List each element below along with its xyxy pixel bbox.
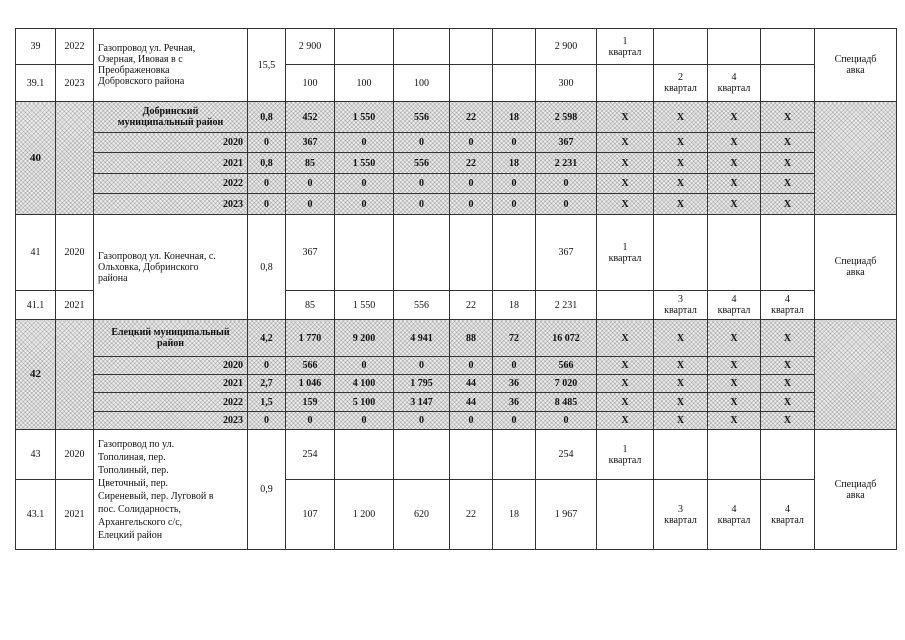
cost-4: 22 bbox=[450, 480, 493, 550]
x-mark: X bbox=[761, 153, 815, 174]
quarter-2 bbox=[654, 29, 708, 65]
x-mark: X bbox=[761, 412, 815, 430]
cost-total: 2 598 bbox=[536, 102, 597, 133]
object-name-line: района bbox=[98, 272, 128, 284]
district-title bbox=[94, 102, 248, 133]
data-table bbox=[15, 28, 897, 550]
cost-3: 556 bbox=[394, 153, 450, 174]
quarter-2 bbox=[654, 215, 708, 291]
contractor-line: авка bbox=[846, 267, 865, 278]
x-mark: X bbox=[708, 174, 761, 194]
cost-total: 0 bbox=[536, 194, 597, 215]
x-mark: X bbox=[761, 375, 815, 393]
x-mark: X bbox=[654, 153, 708, 174]
object-name-line: Ольховка, Добринского bbox=[98, 261, 199, 273]
x-mark: X bbox=[597, 393, 654, 412]
quarter-word: квартал bbox=[717, 83, 751, 94]
cost-1: 566 bbox=[286, 357, 335, 375]
cost-1: 367 bbox=[286, 215, 335, 291]
cost-4: 22 bbox=[450, 291, 493, 320]
cost-2: 0 bbox=[335, 174, 394, 194]
quarter-4 bbox=[761, 291, 815, 320]
object-name-line: Добровского района bbox=[98, 76, 185, 87]
quarter-number: 1 bbox=[622, 241, 628, 253]
cost-1: 254 bbox=[286, 430, 335, 480]
quarter-3 bbox=[708, 480, 761, 550]
cost-1: 100 bbox=[286, 65, 335, 102]
x-mark: X bbox=[597, 133, 654, 153]
quarter-3 bbox=[708, 65, 761, 102]
table-row bbox=[16, 215, 897, 291]
x-mark: X bbox=[654, 320, 708, 357]
cost-5 bbox=[493, 430, 536, 480]
quarter-word: квартал bbox=[771, 514, 804, 526]
cost-2: 1 550 bbox=[335, 291, 394, 320]
quarter-3 bbox=[708, 29, 761, 65]
object-name-line: Сиреневый, пер. Луговой в bbox=[98, 490, 214, 502]
quarter-word: квартал bbox=[771, 305, 804, 316]
object-name-line: Цветочный, пер. bbox=[98, 477, 169, 489]
length-km: 0 bbox=[248, 412, 286, 430]
object-name-line: Архангельского с/с, bbox=[98, 516, 183, 528]
district-year: 2020 bbox=[94, 357, 248, 375]
table-row bbox=[16, 430, 897, 480]
quarter-number: 4 bbox=[785, 294, 790, 305]
row-number: 43.1 bbox=[16, 480, 56, 550]
cost-4: 0 bbox=[450, 412, 493, 430]
table-row bbox=[16, 29, 897, 65]
row-year: 2023 bbox=[56, 65, 94, 102]
x-mark: X bbox=[654, 174, 708, 194]
contractor-line: Специадб bbox=[834, 478, 877, 490]
district-title-line: Елецкий муниципальный bbox=[111, 327, 230, 338]
object-name bbox=[94, 29, 248, 102]
object-name-line: Газопровод ул. Конечная, с. bbox=[98, 250, 216, 262]
district-year-row bbox=[16, 153, 897, 174]
x-mark: X bbox=[654, 194, 708, 215]
x-mark: X bbox=[654, 375, 708, 393]
row-number: 41 bbox=[16, 215, 56, 291]
quarter-4 bbox=[761, 29, 815, 65]
cost-total: 566 bbox=[536, 357, 597, 375]
quarter-4 bbox=[761, 480, 815, 550]
quarter-1 bbox=[597, 430, 654, 480]
district-year-row bbox=[16, 194, 897, 215]
cost-total: 367 bbox=[536, 133, 597, 153]
quarter-word: квартал bbox=[664, 83, 697, 94]
district-year: 2023 bbox=[94, 194, 248, 215]
object-name-line: Преображеновка bbox=[98, 65, 170, 76]
quarter-2 bbox=[654, 65, 708, 102]
quarter-4 bbox=[761, 430, 815, 480]
x-mark: X bbox=[597, 412, 654, 430]
length-km: 2,7 bbox=[248, 375, 286, 393]
cost-1: 1 770 bbox=[286, 320, 335, 357]
cost-4: 88 bbox=[450, 320, 493, 357]
object-name-line: Елецкий район bbox=[98, 529, 163, 541]
cost-2 bbox=[335, 430, 394, 480]
cost-total: 367 bbox=[536, 215, 597, 291]
x-mark: X bbox=[761, 393, 815, 412]
quarter-number: 3 bbox=[678, 294, 683, 305]
cost-1: 159 bbox=[286, 393, 335, 412]
length-km: 15,5 bbox=[248, 29, 286, 102]
cost-total: 2 900 bbox=[536, 29, 597, 65]
district-number: 42 bbox=[16, 320, 56, 430]
length-km: 1,5 bbox=[248, 393, 286, 412]
quarter-word: квартал bbox=[664, 305, 697, 316]
cost-5: 18 bbox=[493, 480, 536, 550]
district-year: 2021 bbox=[94, 375, 248, 393]
cost-2: 0 bbox=[335, 412, 394, 430]
district-number: 40 bbox=[16, 102, 56, 215]
contractor-line: Специадб bbox=[834, 54, 877, 65]
quarter-word: квартал bbox=[664, 514, 697, 526]
x-mark: X bbox=[597, 174, 654, 194]
row-year: 2022 bbox=[56, 29, 94, 65]
cost-5: 18 bbox=[493, 153, 536, 174]
cost-4 bbox=[450, 215, 493, 291]
contractor-blank bbox=[815, 102, 897, 215]
cost-3: 0 bbox=[394, 412, 450, 430]
x-mark: X bbox=[654, 393, 708, 412]
cost-4 bbox=[450, 29, 493, 65]
x-mark: X bbox=[708, 194, 761, 215]
cost-4: 0 bbox=[450, 194, 493, 215]
cost-3 bbox=[394, 430, 450, 480]
cost-1: 2 900 bbox=[286, 29, 335, 65]
contractor-line: авка bbox=[846, 65, 865, 76]
x-mark: X bbox=[708, 133, 761, 153]
quarter-3 bbox=[708, 215, 761, 291]
cost-4: 22 bbox=[450, 102, 493, 133]
row-year: 2020 bbox=[56, 430, 94, 480]
contractor-line: Специадб bbox=[834, 256, 877, 267]
contractor-blank bbox=[815, 320, 897, 430]
district-year: 2022 bbox=[94, 393, 248, 412]
cost-5 bbox=[493, 29, 536, 65]
cost-1: 0 bbox=[286, 412, 335, 430]
quarter-1 bbox=[597, 29, 654, 65]
cost-3: 620 bbox=[394, 480, 450, 550]
cost-5: 0 bbox=[493, 412, 536, 430]
cost-total: 2 231 bbox=[536, 153, 597, 174]
cost-2: 1 550 bbox=[335, 102, 394, 133]
object-name bbox=[94, 215, 248, 320]
cost-total: 0 bbox=[536, 174, 597, 194]
cost-1: 452 bbox=[286, 102, 335, 133]
cost-2: 1 550 bbox=[335, 153, 394, 174]
x-mark: X bbox=[708, 320, 761, 357]
cost-2: 5 100 bbox=[335, 393, 394, 412]
cost-total: 254 bbox=[536, 430, 597, 480]
row-year: 2020 bbox=[56, 215, 94, 291]
contractor-line: авка bbox=[846, 489, 865, 501]
district-summary-row bbox=[16, 102, 897, 133]
x-mark: X bbox=[654, 102, 708, 133]
district-summary-row bbox=[16, 320, 897, 357]
length-km: 0,8 bbox=[248, 153, 286, 174]
cost-1: 1 046 bbox=[286, 375, 335, 393]
cost-2 bbox=[335, 29, 394, 65]
quarter-number: 1 bbox=[622, 443, 628, 455]
x-mark: X bbox=[708, 375, 761, 393]
x-mark: X bbox=[761, 174, 815, 194]
contractor bbox=[815, 430, 897, 550]
quarter-4 bbox=[761, 65, 815, 102]
length-km: 0 bbox=[248, 357, 286, 375]
length-km: 0 bbox=[248, 174, 286, 194]
cost-4: 0 bbox=[450, 174, 493, 194]
cost-1: 0 bbox=[286, 194, 335, 215]
length-km: 0 bbox=[248, 133, 286, 153]
quarter-2 bbox=[654, 480, 708, 550]
x-mark: X bbox=[761, 320, 815, 357]
cost-5: 18 bbox=[493, 291, 536, 320]
cost-1: 85 bbox=[286, 291, 335, 320]
quarter-number: 1 bbox=[622, 35, 628, 47]
x-mark: X bbox=[708, 412, 761, 430]
object-name-line: Тополиный, пер. bbox=[98, 464, 169, 476]
district-year: 2020 bbox=[94, 133, 248, 153]
row-number: 39 bbox=[16, 29, 56, 65]
x-mark: X bbox=[708, 102, 761, 133]
length-km: 0,9 bbox=[248, 430, 286, 550]
contractor bbox=[815, 215, 897, 320]
x-mark: X bbox=[761, 133, 815, 153]
length-km: 4,2 bbox=[248, 320, 286, 357]
contractor bbox=[815, 29, 897, 102]
cost-3: 0 bbox=[394, 133, 450, 153]
cost-1: 107 bbox=[286, 480, 335, 550]
district-year-row bbox=[16, 412, 897, 430]
quarter-word: квартал bbox=[608, 252, 642, 264]
quarter-number: 3 bbox=[678, 503, 683, 515]
cost-3: 0 bbox=[394, 357, 450, 375]
cost-3: 4 941 bbox=[394, 320, 450, 357]
cost-4: 0 bbox=[450, 357, 493, 375]
cost-3: 3 147 bbox=[394, 393, 450, 412]
quarter-number: 2 bbox=[678, 72, 683, 83]
cost-1: 0 bbox=[286, 174, 335, 194]
cost-5 bbox=[493, 215, 536, 291]
cost-2: 0 bbox=[335, 357, 394, 375]
district-title-line: муниципальный район bbox=[117, 117, 224, 128]
object-name-line: Газопровод ул. Речная, bbox=[98, 43, 196, 54]
cost-5: 0 bbox=[493, 133, 536, 153]
length-km: 0,8 bbox=[248, 215, 286, 320]
cost-5: 36 bbox=[493, 393, 536, 412]
cost-total: 16 072 bbox=[536, 320, 597, 357]
object-name-line: Газопровод по ул. bbox=[98, 438, 175, 450]
object-name-line: Тополиная, пер. bbox=[98, 451, 166, 463]
quarter-word: квартал bbox=[608, 46, 642, 58]
district-title-line: Добринский bbox=[142, 106, 199, 117]
cost-2: 4 100 bbox=[335, 375, 394, 393]
cost-3 bbox=[394, 215, 450, 291]
x-mark: X bbox=[654, 357, 708, 375]
x-mark: X bbox=[708, 357, 761, 375]
quarter-3 bbox=[708, 291, 761, 320]
quarter-1 bbox=[597, 65, 654, 102]
quarter-number: 4 bbox=[785, 503, 790, 515]
cost-2: 0 bbox=[335, 194, 394, 215]
cost-4: 44 bbox=[450, 393, 493, 412]
quarter-word: квартал bbox=[717, 514, 751, 526]
quarter-word: квартал bbox=[608, 454, 642, 466]
quarter-number: 4 bbox=[731, 72, 737, 83]
cost-total: 1 967 bbox=[536, 480, 597, 550]
cost-3 bbox=[394, 29, 450, 65]
object-name-line: пос. Солидарность, bbox=[98, 503, 181, 515]
cost-2: 100 bbox=[335, 65, 394, 102]
x-mark: X bbox=[597, 153, 654, 174]
quarter-2 bbox=[654, 291, 708, 320]
cost-2: 9 200 bbox=[335, 320, 394, 357]
x-mark: X bbox=[597, 320, 654, 357]
cost-4: 0 bbox=[450, 133, 493, 153]
object-name bbox=[94, 430, 248, 550]
cost-4: 44 bbox=[450, 375, 493, 393]
quarter-2 bbox=[654, 430, 708, 480]
district-year-blank bbox=[56, 320, 94, 430]
district-year-row bbox=[16, 393, 897, 412]
district-year: 2021 bbox=[94, 153, 248, 174]
row-year: 2021 bbox=[56, 480, 94, 550]
length-km: 0 bbox=[248, 194, 286, 215]
district-year-row bbox=[16, 375, 897, 393]
cost-3: 0 bbox=[394, 174, 450, 194]
x-mark: X bbox=[761, 194, 815, 215]
district-title bbox=[94, 320, 248, 357]
row-number: 39.1 bbox=[16, 65, 56, 102]
x-mark: X bbox=[597, 375, 654, 393]
quarter-3 bbox=[708, 430, 761, 480]
cost-3: 556 bbox=[394, 102, 450, 133]
row-number: 43 bbox=[16, 430, 56, 480]
cost-3: 100 bbox=[394, 65, 450, 102]
cost-4 bbox=[450, 430, 493, 480]
cost-total: 2 231 bbox=[536, 291, 597, 320]
district-year: 2023 bbox=[94, 412, 248, 430]
row-year: 2021 bbox=[56, 291, 94, 320]
cost-3: 0 bbox=[394, 194, 450, 215]
cost-4: 22 bbox=[450, 153, 493, 174]
cost-total: 8 485 bbox=[536, 393, 597, 412]
x-mark: X bbox=[597, 194, 654, 215]
district-year-row bbox=[16, 174, 897, 194]
row-number: 41.1 bbox=[16, 291, 56, 320]
cost-total: 7 020 bbox=[536, 375, 597, 393]
cost-3: 556 bbox=[394, 291, 450, 320]
quarter-1 bbox=[597, 480, 654, 550]
district-year: 2022 bbox=[94, 174, 248, 194]
cost-2: 0 bbox=[335, 133, 394, 153]
cost-5: 72 bbox=[493, 320, 536, 357]
district-title-line: район bbox=[156, 338, 185, 349]
district-year-row bbox=[16, 133, 897, 153]
district-year-blank bbox=[56, 102, 94, 215]
x-mark: X bbox=[654, 133, 708, 153]
object-name-line: Озерная, Ивовая в с bbox=[98, 54, 183, 65]
x-mark: X bbox=[597, 357, 654, 375]
quarter-1 bbox=[597, 291, 654, 320]
quarter-number: 4 bbox=[731, 294, 737, 305]
x-mark: X bbox=[708, 153, 761, 174]
quarter-1 bbox=[597, 215, 654, 291]
cost-total: 300 bbox=[536, 65, 597, 102]
cost-total: 0 bbox=[536, 412, 597, 430]
cost-5: 36 bbox=[493, 375, 536, 393]
cost-5: 0 bbox=[493, 174, 536, 194]
cost-1: 367 bbox=[286, 133, 335, 153]
quarter-4 bbox=[761, 215, 815, 291]
length-km: 0,8 bbox=[248, 102, 286, 133]
x-mark: X bbox=[761, 102, 815, 133]
cost-2 bbox=[335, 215, 394, 291]
x-mark: X bbox=[761, 357, 815, 375]
cost-3: 1 795 bbox=[394, 375, 450, 393]
cost-5: 18 bbox=[493, 102, 536, 133]
x-mark: X bbox=[708, 393, 761, 412]
cost-4 bbox=[450, 65, 493, 102]
quarter-number: 4 bbox=[731, 503, 737, 515]
cost-5: 0 bbox=[493, 194, 536, 215]
cost-1: 85 bbox=[286, 153, 335, 174]
x-mark: X bbox=[597, 102, 654, 133]
district-year-row bbox=[16, 357, 897, 375]
quarter-word: квартал bbox=[717, 305, 751, 316]
x-mark: X bbox=[654, 412, 708, 430]
cost-5 bbox=[493, 65, 536, 102]
cost-5: 0 bbox=[493, 357, 536, 375]
cost-2: 1 200 bbox=[335, 480, 394, 550]
